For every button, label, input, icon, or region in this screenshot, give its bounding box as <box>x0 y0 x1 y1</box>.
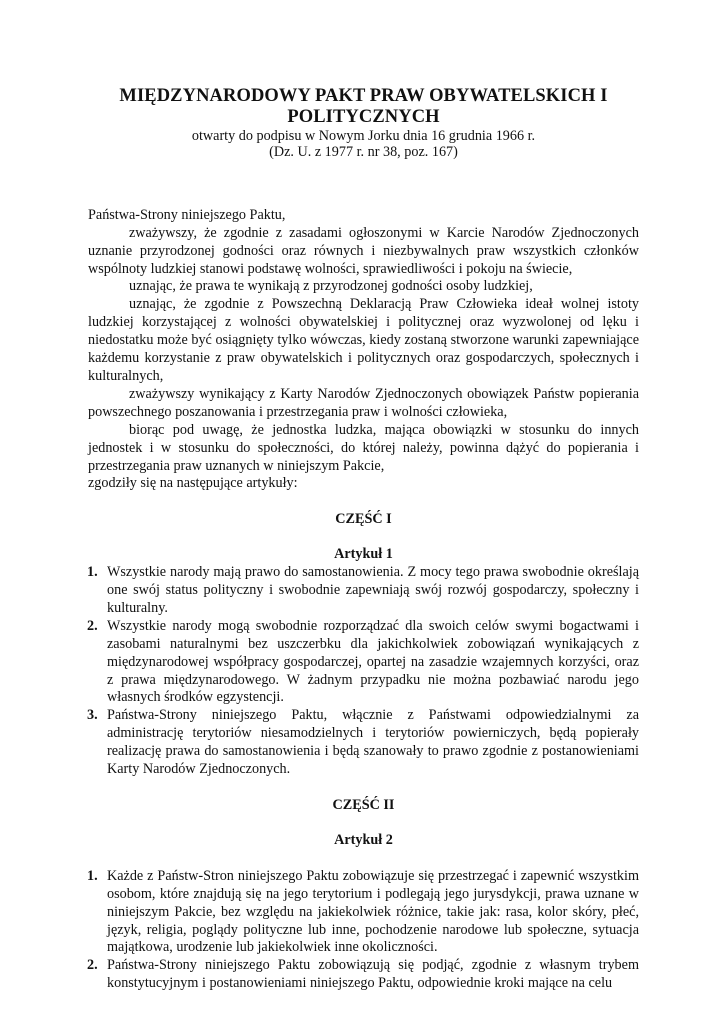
preamble-paragraph: biorąc pod uwagę, że jednostka ludzka, mająca obowiązki w stosunku do innych jednostek i w stosunku do społeczności, do której należy, powinna dążyć do popierania i przestrzegania praw uznanych w niniejszym Pakcie, <box>88 421 639 474</box>
article-2-item-1 <box>88 868 639 958</box>
item-text: Państwa-Strony niniejszego Paktu, włącznie z Państwami odpowiedzialnymi za administrację terytoriów niesamodzielnych i terytoriów powierniczych, będą popierały realizację prawa do samostanowienia i będą szanowały to prawo zgodnie z postanowieniami Karty Narodów Zjednoczonych. <box>107 707 639 778</box>
article-2-item-2 <box>88 957 639 993</box>
article-1-item-1 <box>88 564 639 618</box>
item-text: Każde z Państw-Stron niniejszego Paktu zobowiązuje się przestrzegać i zapewnić wszystkim osobom, które znajdują się na jego terytorium i podlegają jego jurysdykcji, prawa uznane w niniejszym Pakcie, bez względu na jakiekolwiek różnice, takie jak: rasa, kolor skóry, płeć, język, religia, poglądy polityczne lub inne, pochodzenie narodowe lub społeczne, sytuacja majątkowa, urodzenie lub jakiekolwiek inne okoliczności. <box>107 867 639 956</box>
article-1-item-2 <box>88 618 639 708</box>
item-text: Wszystkie narody mogą swobodnie rozporządzać dla swoich celów swymi bogactwami i zasobami naturalnymi bez uszczerbku dla jakichkolwiek zobowiązań wynikających z międzynarodowej współpracy gospodarczej, opartej na zasadzie wzajemnych korzyści, oraz z prawa międzynarodowego. W żadnym przypadku nie można pozbawiać narodu jego własnych środków egzystencji. <box>107 617 639 706</box>
article-2-list <box>88 868 639 993</box>
preamble-opening: Państwa-Strony niniejszego Paktu, <box>88 206 286 223</box>
part-1-heading: CZĘŚĆ I <box>335 511 392 528</box>
document-subtitle-source: (Dz. U. z 1977 r. nr 38, poz. 167) <box>269 144 458 161</box>
document-page <box>88 86 639 993</box>
item-number: 3. <box>87 707 98 724</box>
document-subtitle-opening: otwarty do podpisu w Nowym Jorku dnia 16 grudnia 1966 r. <box>191 128 536 144</box>
article-1-heading: Artykuł 1 <box>334 546 393 563</box>
preamble-paragraph: uznając, że zgodnie z Powszechną Deklaracją Praw Człowieka ideał wolnej istoty ludzkiej korzystającej z wolności obywatelskiej i politycznej oraz wyzwolonej od lęku i niedostatku może być osiągnięty tylko wówczas, kiedy zostaną stworzone warunki zapewniające każdemu korzystanie z praw obywatelskich i politycznych oraz gospodarczych, społecznych i kulturalnych, <box>88 296 639 384</box>
item-text: Państwa-Strony niniejszego Paktu zobowiązują się podjąć, zgodnie z własnym trybem konstytucyjnym i postanowieniami niniejszego Paktu, odpowiednie kroki mające na celu <box>107 957 639 992</box>
item-number: 1. <box>87 564 98 581</box>
item-number: 2. <box>87 957 98 974</box>
part-2-heading: CZĘŚĆ II <box>332 797 395 813</box>
article-1-list <box>88 564 639 779</box>
preamble-closing: zgodziły się na następujące artykuły: <box>88 475 298 492</box>
item-number: 1. <box>87 867 98 884</box>
article-2-heading: Artykuł 2 <box>334 831 393 848</box>
preamble-paragraph: zważywszy wynikający z Karty Narodów Zjednoczonych obowiązek Państw popierania powszechnego poszanowania i przestrzegania praw i wolności człowieka, <box>88 385 639 420</box>
article-1-item-3 <box>88 707 639 779</box>
item-text: Wszystkie narody mają prawo do samostanowienia. Z mocy tego prawa swobodnie określają one swój status polityczny i swobodnie zapewniają swój rozwój gospodarczy, społeczny i kulturalny. <box>107 564 639 616</box>
document-title: MIĘDZYNARODOWY PAKT PRAW OBYWATELSKICH I POLITYCZNYCH <box>119 86 608 127</box>
preamble-paragraph: uznając, że prawa te wynikają z przyrodzonej godności osoby ludzkiej, <box>129 278 533 295</box>
item-number: 2. <box>87 617 98 634</box>
preamble-paragraph: zważywszy, że zgodnie z zasadami ogłoszonymi w Karcie Narodów Zjednoczonych uznanie przyrodzonej godności oraz równych i niezbywalnych praw wszystkich członków wspólnoty ludzkiej stanowi podstawę wolności, sprawiedliwości i pokoju na świecie, <box>88 224 639 277</box>
